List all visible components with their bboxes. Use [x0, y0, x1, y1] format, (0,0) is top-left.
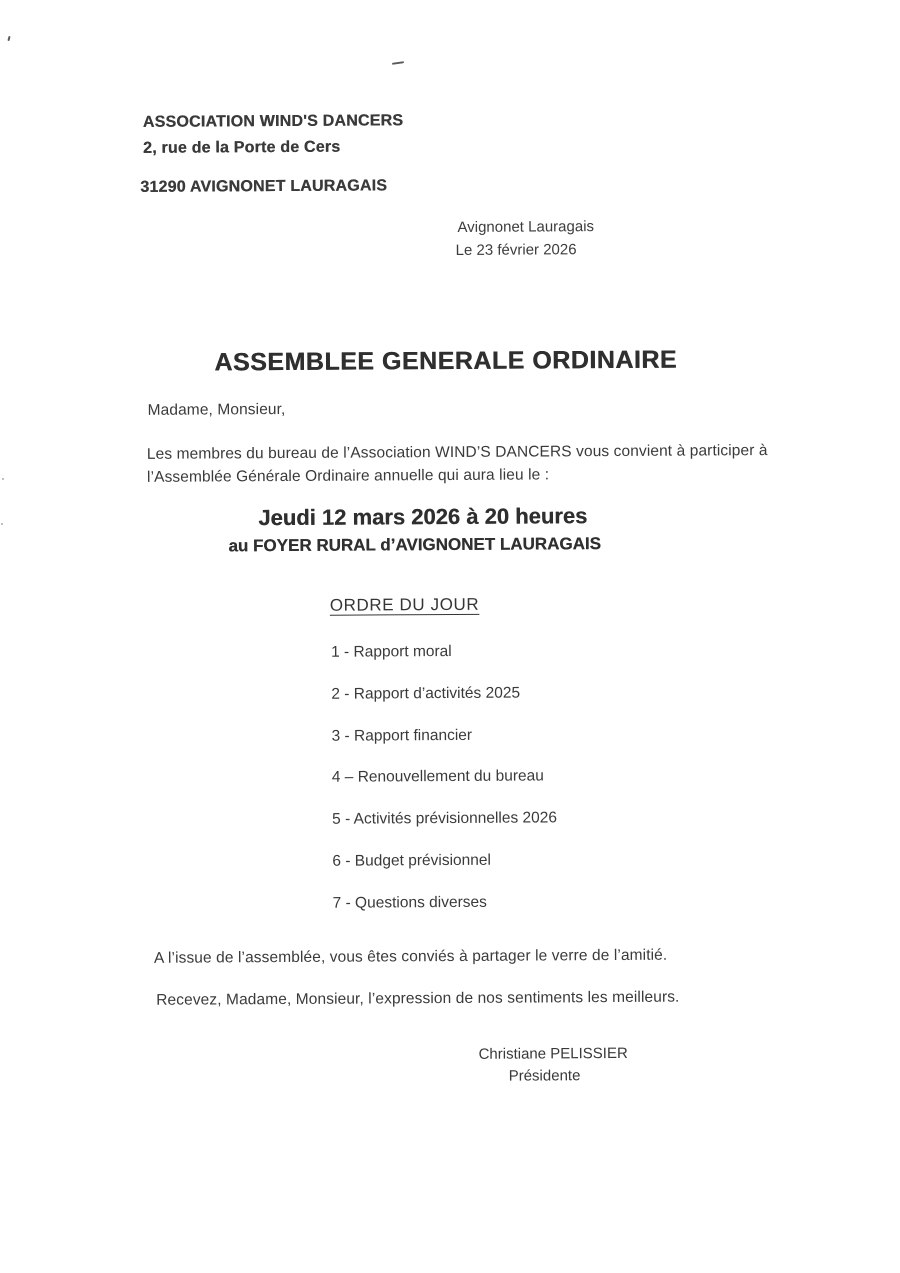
event-location: au FOYER RURAL d’AVIGNONET LAURAGAIS: [228, 534, 601, 556]
sender-name: ASSOCIATION WIND'S DANCERS: [142, 112, 404, 131]
salutation: Madame, Monsieur,: [147, 401, 286, 419]
event-datetime: Jeudi 12 mars 2026 à 20 heures: [258, 503, 588, 531]
agenda-item-6: 6 - Budget prévisionnel: [332, 851, 491, 870]
sender-address-line2: 31290 AVIGNONET LAURAGAIS: [140, 177, 388, 196]
closing-paragraph-2: Recevez, Madame, Monsieur, l’expression de nos sentiments les meilleurs.: [156, 988, 680, 1009]
agenda-heading: ORDRE DU JOUR: [329, 594, 480, 615]
intro-paragraph: Les membres du bureau de l’Association WIND’S DANCERS vous convient à participer à l’Assemblée Générale Ordinaire annuelle qui aura lieu le :: [146, 442, 768, 486]
dateline-place: Avignonet Lauragais: [457, 218, 595, 236]
agenda-item-4: 4 – Renouvellement du bureau: [331, 767, 544, 786]
closing-paragraph-1: A l’issue de l’assemblée, vous êtes conviés à partager le verre de l’amitié.: [153, 946, 668, 967]
agenda-item-5: 5 - Activités prévisionnelles 2026: [332, 809, 558, 828]
agenda-item-3: 3 - Rapport financier: [331, 726, 473, 745]
agenda-item-2: 2 - Rapport d’activités 2025: [331, 684, 521, 703]
agenda-item-1: 1 - Rapport moral: [331, 642, 452, 661]
dateline-date: Le 23 février 2026: [455, 241, 577, 259]
document-title: ASSEMBLEE GENERALE ORDINAIRE: [214, 345, 678, 377]
signature-title: Présidente: [508, 1067, 581, 1085]
signature-name: Christiane PELISSIER: [478, 1044, 628, 1063]
agenda-item-7: 7 - Questions diverses: [332, 893, 487, 912]
sender-address-line1: 2, rue de la Porte de Cers: [142, 138, 341, 157]
